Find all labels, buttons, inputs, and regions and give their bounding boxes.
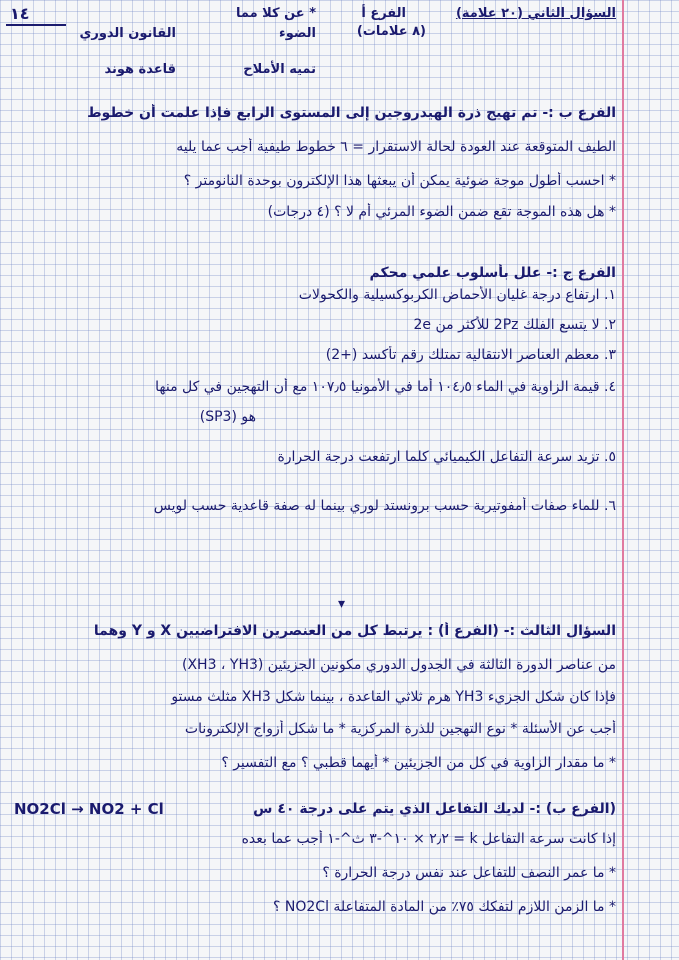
notebook-page (8, 0, 616, 960)
line-text: ٢. لا يتسع الفلك 2Pz للأكثر من 2e (413, 317, 616, 333)
topic-hund-rule: قاعدة هوند (104, 62, 176, 77)
line-text: * هل هذه الموجة تقع ضمن الضوء المرئي أم لا ؟ (٤ درجات) (267, 204, 616, 220)
chevron-down-icon: ▾ (338, 596, 346, 612)
line-text: ٣. معظم العناصر الانتقالية تمتلك رقم تأكسد (+2) (325, 347, 616, 363)
line-text: ٥. تزيد سرعة التفاعل الكيميائي كلما ارتفعت درجة الحرارة (277, 449, 616, 465)
line-text: ٦. للماء صفات أمفوتيرية حسب برونستد لوري بينما له صفة قاعدية حسب لويس (153, 498, 616, 514)
line-text: * ما عمر النصف للتفاعل عند نفس درجة الحرارة ؟ (322, 865, 616, 881)
line-text: فإذا كان شكل الجزيء YH3 هرم ثلاثي القاعدة ، بينما شكل XH3 مثلث مستو (171, 689, 616, 705)
branch-a-label: الفرع أ (361, 6, 406, 21)
marks-label: (٨ علامات) (356, 24, 426, 39)
line-text: ٤. قيمة الزاوية في الماء ١٠٤٫٥ أما في الأمونيا ١٠٧٫٥ مع أن التهجين في كل منها (155, 379, 616, 395)
page-number: ١٤ (10, 4, 30, 23)
choose-instruction: * عن كلا مما (235, 6, 316, 21)
line-text: أجب عن الأسئلة * نوع التهجين للذرة المركزية * ما شكل أزواج الإلكترونات (184, 721, 616, 737)
topic-light: الضوء (279, 26, 316, 41)
topic-periodic-law: القانون الدوري (79, 26, 176, 41)
topic-salt-hydrolysis: تميه الأملاح (243, 62, 316, 77)
line-text: * ما الزمن اللازم لتفكك ٧٥٪ من المادة المتفاعلة NO2Cl ؟ (273, 899, 616, 915)
line-text: هو (SP3) (199, 409, 256, 425)
reaction-equation: NO2Cl → NO2 + Cl (14, 800, 164, 818)
line-question-three: السؤال الثالث :- (الفرع أ) : يرتبط كل من العنصرين الافتراضيين X و Y وهما (93, 623, 616, 639)
line-text: إذا كانت سرعة التفاعل k = ٢٫٢ × ١٠^-٣ ث^-١ أجب عما بعده (241, 831, 616, 847)
line-text: ١. ارتفاع درجة غليان الأحماض الكربوكسيلية والكحولات (298, 287, 616, 303)
line-text: * ما مقدار الزاوية في كل من الجزيئين * أيهما قطبي ؟ مع التفسير ؟ (221, 755, 616, 771)
line-branch-b-q3: (الفرع ب) :- لديك التفاعل الذي يتم على درجة ٤٠ س (253, 801, 616, 817)
line-text: من عناصر الدورة الثالثة في الجدول الدوري مكونين الجزيئين (XH3 ، YH3) (181, 657, 616, 673)
line-text: الطيف المتوقعة عند العودة لحالة الاستقرار = ٦ خطوط طيفية أجب عما يليه (176, 139, 616, 155)
line-text: * احسب أطول موجة ضوئية يمكن أن يبعثها هذا الإلكترون بوحدة النانومتر ؟ (183, 173, 616, 189)
line-branch-b: الفرع ب :- تم تهيج ذرة الهيدروجين إلى المستوى الرابع فإذا علمت أن خطوط (87, 105, 616, 121)
line-branch-c: الفرع ج :- علل بأسلوب علمي محكم (369, 265, 616, 281)
question-two-title: السؤال الثاني (٢٠ علامة) (455, 6, 616, 21)
page-margin-line (622, 0, 624, 960)
